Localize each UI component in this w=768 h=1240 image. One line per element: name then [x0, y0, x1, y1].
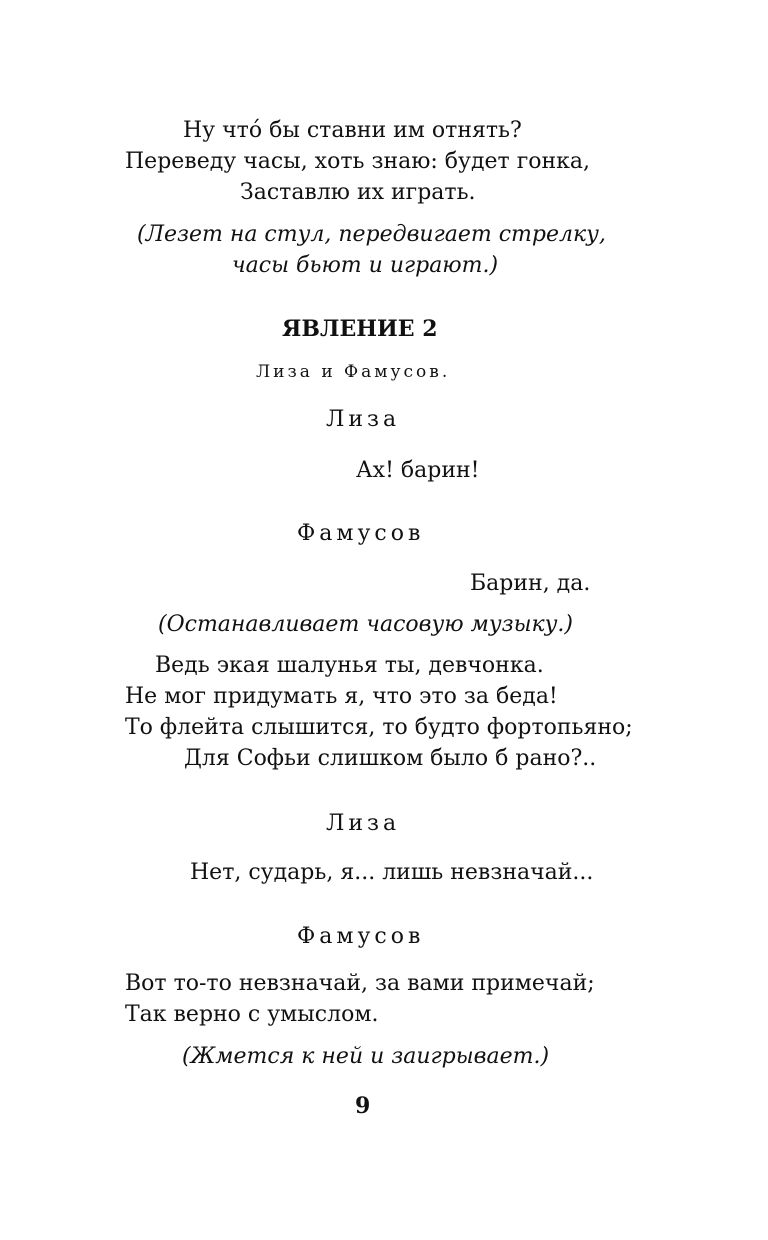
speaker-name: Лиза: [326, 811, 401, 836]
speech-line: Не мог придумать я, что это за беда!: [125, 684, 558, 709]
stage-direction: (Жмется к ней и заигрывает.): [182, 1044, 550, 1069]
scene-persons: Лиза и Фамусов.: [256, 362, 451, 382]
verse-line: Переведу часы, хоть знаю: будет гонка,: [125, 149, 591, 174]
stage-direction: (Лезет на стул, передвигает стрелку,: [137, 222, 606, 247]
verse-line: Заставлю их играть.: [240, 180, 476, 205]
speech-line: Вот то-то невзначай, за вами примечай;: [125, 971, 595, 996]
stage-direction: часы бьют и играют.): [232, 253, 499, 278]
verse-line: Ну что́ бы ставни им отнять?: [183, 118, 522, 143]
speaker-name: Лиза: [326, 407, 401, 432]
speaker-name: Фамусов: [297, 521, 425, 546]
speech-line: То флейта слышится, то будто фортопьяно;: [125, 715, 633, 740]
speaker-name: Фамусов: [297, 924, 425, 949]
stage-direction: (Останавливает часовую музыку.): [158, 612, 573, 637]
page-number: 9: [355, 1093, 371, 1119]
scene-title: ЯВЛЕНИЕ 2: [282, 316, 438, 342]
speech-line: Так верно с умыслом.: [125, 1002, 379, 1027]
speech-line: Нет, сударь, я... лишь невзначай...: [190, 860, 594, 885]
speech-line: Для Софьи слишком было б рано?..: [184, 746, 597, 771]
speech-line: Ах! барин!: [356, 458, 480, 483]
speech-line: Барин, да.: [470, 571, 591, 596]
speech-line: Ведь экая шалунья ты, девчонка.: [155, 653, 544, 678]
